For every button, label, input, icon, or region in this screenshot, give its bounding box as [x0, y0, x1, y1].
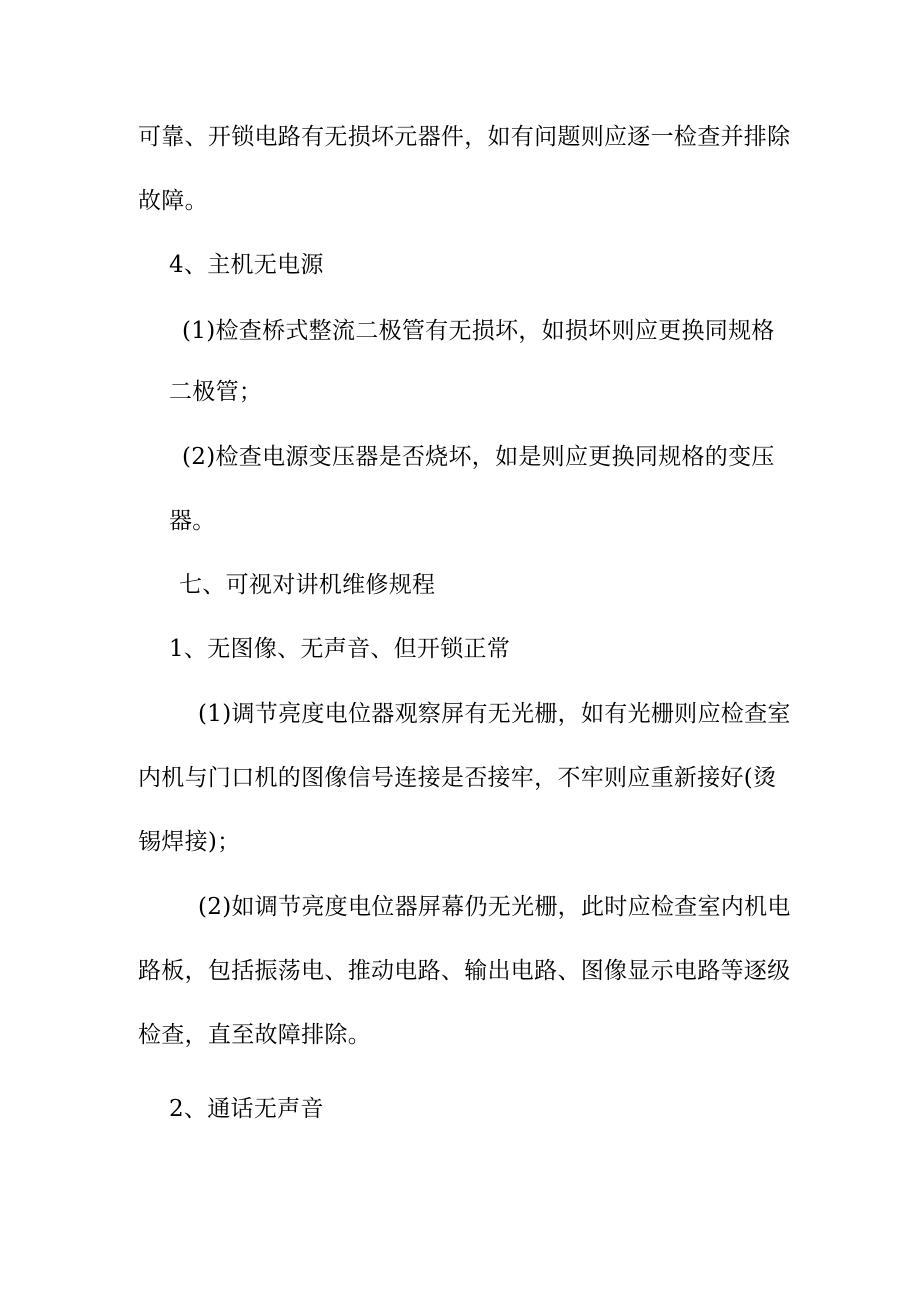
paragraph-line: 故障。 — [138, 188, 208, 214]
paragraph-line: (1)调节亮度电位器观察屏有无光栅，如有光栅则应检查室 — [198, 701, 791, 727]
section-heading: 2、通话无声音 — [169, 1096, 324, 1122]
section-heading: 4、主机无电源 — [169, 252, 324, 278]
paragraph-line: 二极管； — [169, 379, 263, 405]
paragraph-line: 路板，包括振荡电、推动电路、输出电路、图像显示电路等逐级 — [138, 958, 791, 984]
paragraph-line: (2)检查电源变压器是否烧坏，如是则应更换同规格的变压 — [182, 444, 775, 470]
paragraph-line: 器。 — [169, 508, 216, 534]
paragraph-line: (2)如调节亮度电位器屏幕仍无光栅，此时应检查室内机电 — [198, 894, 791, 920]
paragraph-line: 可靠、开锁电路有无损坏元器件，如有问题则应逐一检查并排除 — [138, 124, 791, 150]
paragraph-line: (1)检查桥式整流二极管有无损坏，如损坏则应更换同规格 — [182, 318, 775, 344]
paragraph-line: 检查，直至故障排除。 — [138, 1022, 371, 1048]
paragraph-line: 锡焊接)； — [138, 829, 241, 855]
chapter-heading: 七、可视对讲机维修规程 — [179, 572, 436, 598]
paragraph-line: 内机与门口机的图像信号连接是否接牢，不牢则应重新接好(烫 — [138, 765, 777, 791]
section-heading: 1、无图像、无声音、但开锁正常 — [169, 636, 511, 662]
